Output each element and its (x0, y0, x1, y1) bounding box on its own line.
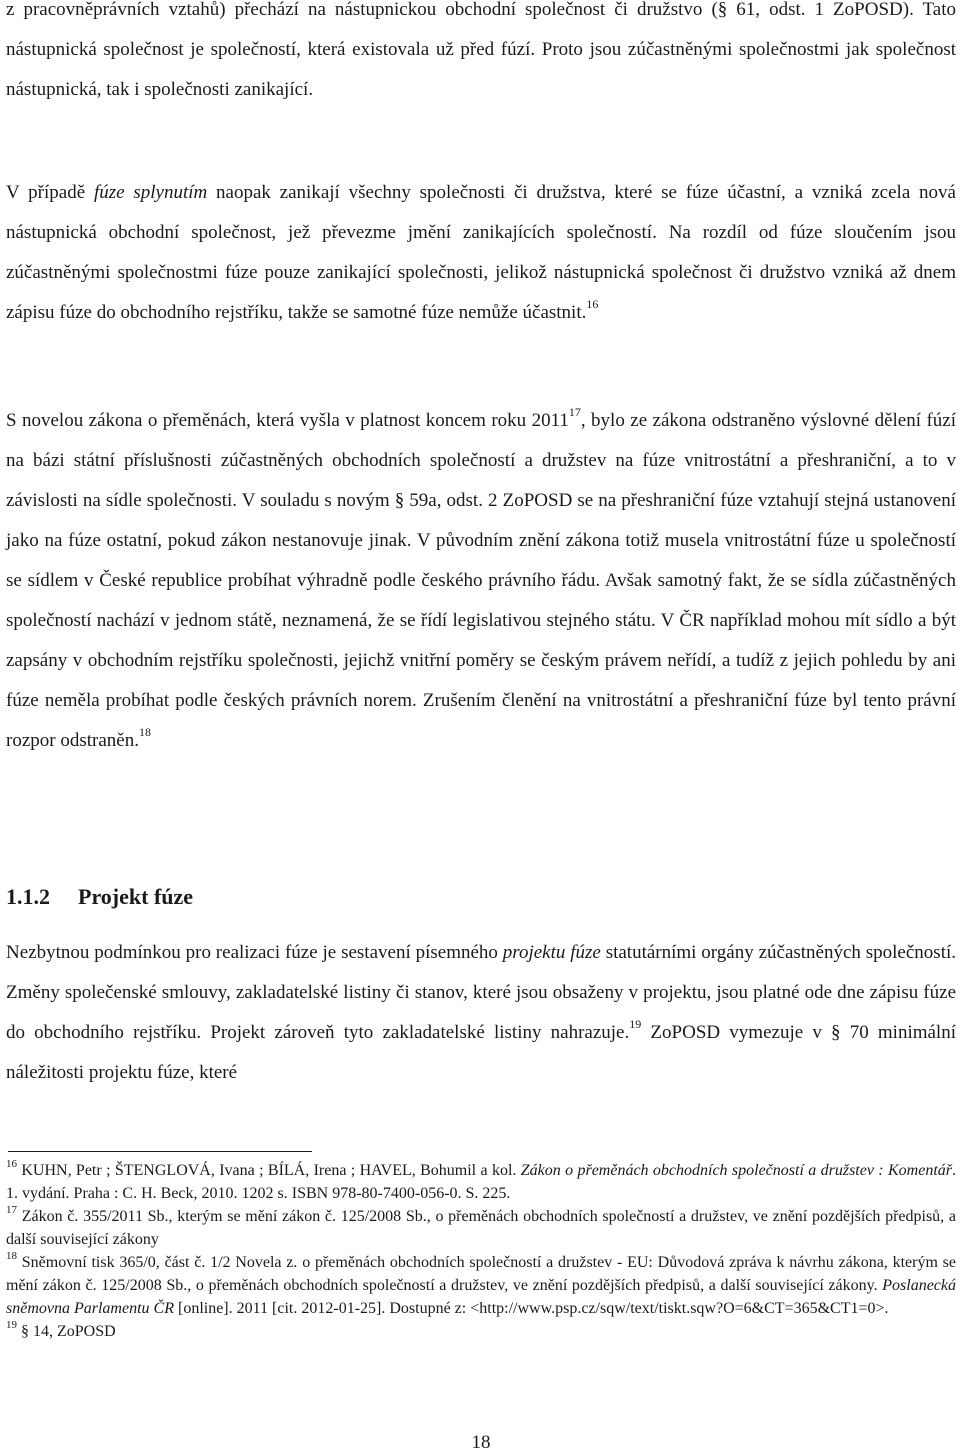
section-title: Projekt fúze (78, 884, 194, 909)
footnote-18 (6, 1251, 956, 1320)
footnote-17 (6, 1205, 956, 1251)
footnote-ref-19[interactable]: 19 (629, 1016, 642, 1031)
footnote-ref-16[interactable]: 16 (586, 296, 599, 311)
paragraph-text: statutárními orgány zúčastněných společností. Změny společenské smlouvy, zakladatelské listiny či stanov, které jsou obsaženy v projektu, jsou platné ode dne zápisu fúze do obchodního rejstříku. Projekt zároveň tyto zakladatelské listiny nahrazuje. (6, 942, 957, 1043)
footnote-number: 19 (6, 1318, 17, 1331)
footnote-title: Poslanecká sněmovna Parlamentu ČR (6, 1277, 956, 1317)
footnote-text: § 14, ZoPOSD (17, 1323, 116, 1340)
paragraph-text: , bylo ze zákona odstraněno výslovné dělení fúzí na bázi státní příslušnosti zúčastněných obchodních společností a družstev na fúze vnitrostátní a přeshraniční, a to v závislosti na sídle společnosti. V souladu s novým § 59a, odst. 2 ZoPOSD se na přeshraniční fúze vztahují stejná ustanovení jako na fúze ostatní, pokud zákon nestanovuje jinak. V původním znění zákona totiž musela vnitrostátní fúze u společností se sídlem v České republice probíhat výhradně podle českého právního řádu. Avšak samotný fakt, že se sídla zúčastněných společností nachází v jednom státě, neznamená, že se řídí legislativou stejného státu. V ČR například mohou mít sídlo a být zapsány v obchodním rejstříku společnosti, jejichž vnitřní poměry se českým právem neřídí, a tudíž z jejich pohledu by ani fúze neměla probíhat podle českých právních norem. Zrušením členění na vnitrostátní a přeshraniční fúze byl tento právní rozpor odstraněn. (6, 410, 956, 751)
paragraph-fuze-splynutim (6, 173, 956, 333)
paragraph-intro (6, 0, 956, 110)
footnote-text: KUHN, Petr ; ŠTENGLOVÁ, Ivana ; BÍLÁ, Irena ; HAVEL, Bohumil a kol. (17, 1162, 521, 1179)
footnote-text: . 1. vydání. Praha : C. H. Beck, 2010. 1202 s. ISBN 978-80-7400-056-0. S. 225. (6, 1162, 956, 1202)
footnote-number: 18 (6, 1249, 17, 1262)
footnote-text: [online]. 2011 [cit. 2012-01-25]. Dostupné z: <http://www.psp.cz/sqw/text/tiskt.sqw?O=6&CT=365&CT1=0>. (173, 1300, 889, 1317)
section-heading (6, 884, 956, 910)
document-page (6, 0, 956, 1456)
footnote-ref-17[interactable]: 17 (568, 404, 581, 419)
footnote-text: Sněmovní tisk 365/0, část č. 1/2 Novela z. o přeměnách obchodních společností a družstev - EU: Důvodová zpráva k návrhu zákona, kterým se mění zákon č. 125/2008 Sb., o přeměnách obchodních společností a družstev, ve znění pozdějších předpisů, a další související zákony. (6, 1254, 956, 1294)
footnote-ref-18[interactable]: 18 (138, 724, 151, 739)
footnote-title: Zákon o přeměnách obchodních společností a družstev : Komentář (520, 1162, 952, 1179)
paragraph-text: Nezbytnou podmínkou pro realizaci fúze je sestavení písemného (6, 942, 503, 963)
paragraph-intro-text: z pracovněprávních vztahů) přechází na nástupnickou obchodní společnost či družstvo (§ 61, odst. 1 ZoPOSD). Tato nástupnická společnost je společností, která existovala už před fúzí. Proto jsou zúčastněnými společnostmi jak společnost nástupnická, tak i společnosti zanikající. (6, 0, 956, 100)
paragraph-text: ZoPOSD vymezuje v § 70 minimální náležitosti projektu fúze, které (6, 1022, 956, 1083)
paragraph-text: V případě (6, 182, 94, 203)
term-fuze-splynutim: fúze splynutím (93, 182, 208, 203)
footnote-19 (6, 1320, 956, 1343)
term-projekt-fuze: projektu fúze (502, 942, 601, 963)
footnote-16 (6, 1159, 956, 1205)
footnote-separator (8, 1151, 312, 1152)
footnote-number: 17 (6, 1203, 17, 1216)
page-number: 18 (471, 1432, 491, 1453)
section-number: 1.1.2 (6, 884, 50, 909)
footnote-text: Zákon č. 355/2011 Sb., kterým se mění zákon č. 125/2008 Sb., o přeměnách obchodních společností a družstev, ve znění pozdějších předpisů, a další související zákony (6, 1208, 956, 1248)
footnotes (6, 1159, 956, 1343)
paragraph-projekt-fuze (6, 933, 956, 1093)
paragraph-novela (6, 401, 956, 761)
paragraph-text: naopak zanikají všechny společnosti či družstva, které se fúze účastní, a vzniká zcela nová nástupnická obchodní společnost, jež převezme jmění zanikajících společností. Na rozdíl od fúze sloučením jsou zúčastněnými společnostmi fúze pouze zanikající společnosti, jelikož nástupnická společnost či družstvo vzniká až dnem zápisu fúze do obchodního rejstříku, takže se samotné fúze nemůže účastnit. (6, 182, 956, 323)
paragraph-text: S novelou zákona o přeměnách, která vyšla v platnost koncem roku 2011 (6, 410, 569, 431)
footnote-number: 16 (6, 1157, 17, 1170)
